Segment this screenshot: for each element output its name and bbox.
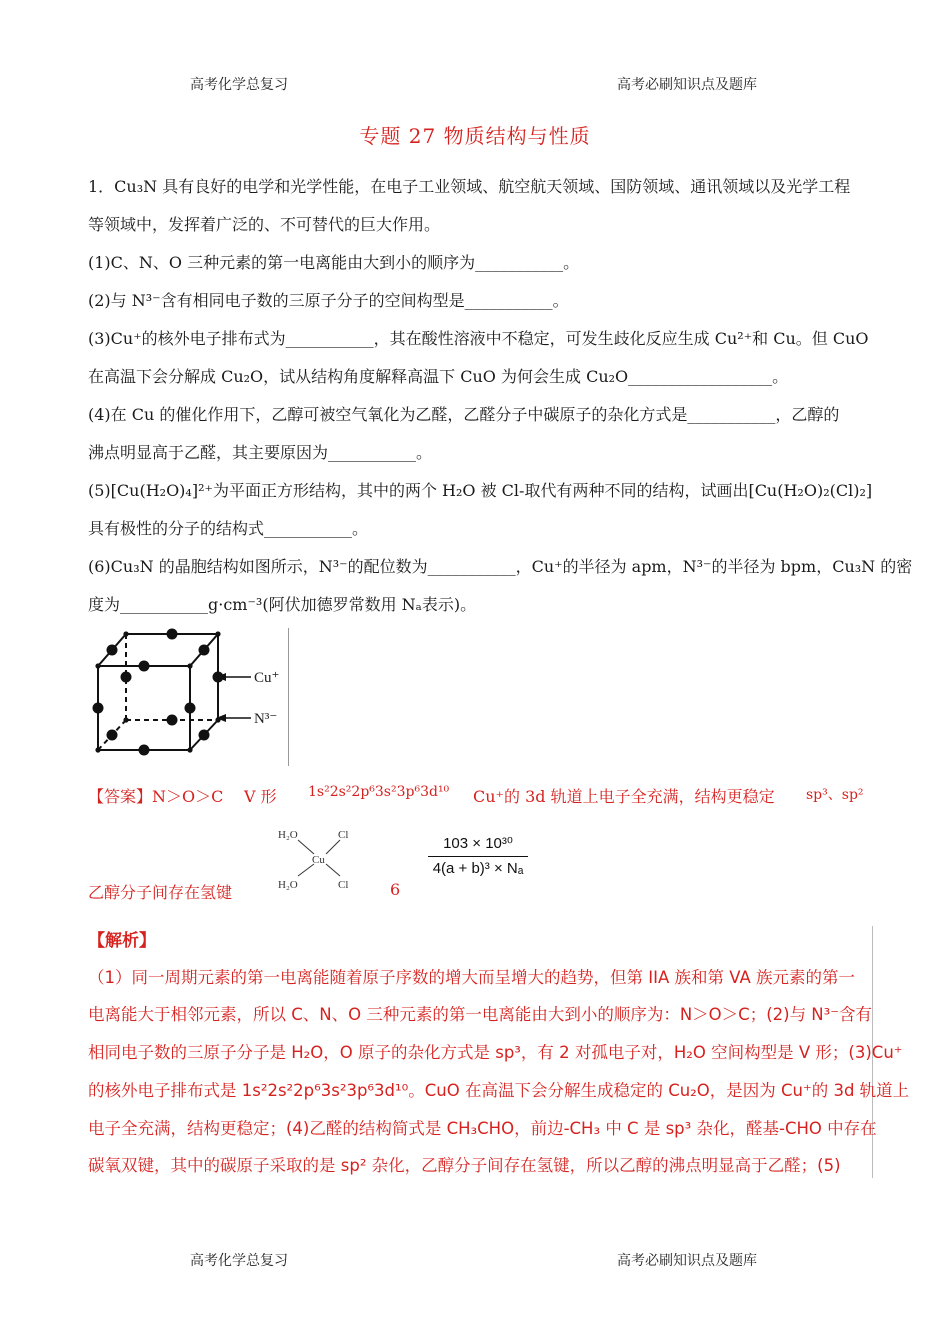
fraction-bar bbox=[428, 856, 528, 857]
density-numerator: 103 × 10³⁰ bbox=[443, 835, 513, 852]
cu-ion-label: Cu⁺ bbox=[254, 670, 280, 686]
question-line: 具有极性的分子的结构式___________。 bbox=[88, 519, 369, 538]
header-right: 高考必刷知识点及题库 bbox=[617, 77, 757, 93]
answer-v-shape: V 形 bbox=[244, 787, 277, 806]
density-denominator: 4(a + b)³ × Nₐ bbox=[432, 860, 524, 877]
footer-left: 高考化学总复习 bbox=[190, 1253, 288, 1269]
question-line: 沸点明显高于乙醛，其主要原因为___________。 bbox=[88, 443, 433, 462]
analysis-line: 的核外电子排布式是 1s²2s²2p⁶3s²3p⁶3d¹⁰。CuO 在高温下会分解生成稳定的 Cu₂O，是因为 Cu⁺的 3d 轨道上 bbox=[88, 1081, 910, 1100]
density-fraction bbox=[428, 834, 528, 877]
cl-top-label: Cl bbox=[338, 829, 349, 841]
analysis-line: 电子全充满，结构更稳定；(4)乙醛的结构简式是 CH₃CHO，前边-CH₃ 中 C 是 sp³ 杂化，醛基-CHO 中存在 bbox=[88, 1119, 877, 1138]
analysis-line: 碳氧双键，其中的碳原子采取的是 sp² 杂化，乙醇分子间存在氢键，所以乙醇的沸点明显高于乙醛；(5) bbox=[88, 1156, 841, 1175]
question-line: (2)与 N³⁻含有相同电子数的三原子分子的空间构型是___________。 bbox=[88, 291, 569, 310]
question-line: (5)[Cu(H₂O)₄]²⁺为平面正方形结构，其中的两个 H₂O 被 Cl-取代有两种不同的结构，试画出[Cu(H₂O)₂(Cl)₂] bbox=[88, 481, 873, 500]
analysis-line: 相同电子数的三原子分子是 H₂O，O 原子的杂化方式是 sp³，有 2 对孤电子对，H₂O 空间构型是 V 形；(3)Cu⁺ bbox=[88, 1043, 903, 1062]
cu-center-label: Cu bbox=[312, 854, 325, 866]
question-line: (4)在 Cu 的催化作用下，乙醇可被空气氧化为乙醛，乙醛分子中碳原子的杂化方式是___________，乙醇的 bbox=[88, 405, 840, 424]
question-line: 等领域中，发挥着广泛的、不可替代的巨大作用。 bbox=[88, 215, 441, 234]
analysis-line: （1）同一周期元素的第一电离能随着原子序数的增大而呈增大的趋势，但第 IIA 族和第 VA 族元素的第一 bbox=[88, 968, 856, 987]
answer-config: 1s²2s²2p⁶3s²3p⁶3d¹⁰ bbox=[308, 784, 450, 800]
answer-hbond: 乙醇分子间存在氢键 bbox=[88, 883, 233, 902]
question-line: 度为___________g·cm⁻³(阿伏加德罗常数用 Nₐ表示)。 bbox=[88, 595, 477, 614]
complex-structure-figure bbox=[270, 822, 370, 894]
question-line: (6)Cu₃N 的晶胞结构如图所示，N³⁻的配位数为___________，Cu⁺的半径为 apm，N³⁻的半径为 bpm，Cu₃N 的密 bbox=[88, 557, 913, 576]
question-line: 在高温下会分解成 Cu₂O，试从结构角度解释高温下 CuO 为何会生成 Cu₂O__________________。 bbox=[88, 367, 789, 386]
question-line: 1．Cu₃N 具有良好的电学和光学性能，在电子工业领域、航空航天领域、国防领域、通讯领域以及光学工程 bbox=[88, 177, 851, 196]
n-ion-label: N³⁻ bbox=[254, 711, 278, 727]
h2o-bottom-label: H₂O bbox=[278, 879, 298, 891]
h2o-top-label: H₂O bbox=[278, 829, 298, 841]
analysis-line: 电离能大于相邻元素，所以 C、N、O 三种元素的第一电离能由大到小的顺序为：N＞O＞C；(2)与 N³⁻含有 bbox=[88, 1005, 872, 1024]
page-title: 专题 27 物质结构与性质 bbox=[359, 124, 591, 148]
cl-bottom-label: Cl bbox=[338, 879, 349, 891]
header-left: 高考化学总复习 bbox=[190, 77, 288, 93]
analysis-title: 【解析】 bbox=[88, 931, 156, 951]
answer-reason: Cu⁺的 3d 轨道上电子全充满，结构更稳定 bbox=[473, 787, 775, 806]
answer-coordination: 6 bbox=[390, 880, 401, 899]
answer-label: 【答案】N＞O＞C bbox=[88, 787, 224, 806]
footer-right: 高考必刷知识点及题库 bbox=[617, 1253, 757, 1269]
question-line: (3)Cu⁺的核外电子排布式为___________，其在酸性溶液中不稳定，可发生歧化反应生成 Cu²⁺和 Cu。但 CuO bbox=[88, 329, 869, 348]
question-line: (1)C、N、O 三种元素的第一电离能由大到小的顺序为___________。 bbox=[88, 253, 580, 272]
answer-hybrid: sp³、sp² bbox=[806, 787, 864, 803]
crystal-cell-figure bbox=[88, 622, 298, 768]
figure-divider bbox=[288, 628, 289, 766]
